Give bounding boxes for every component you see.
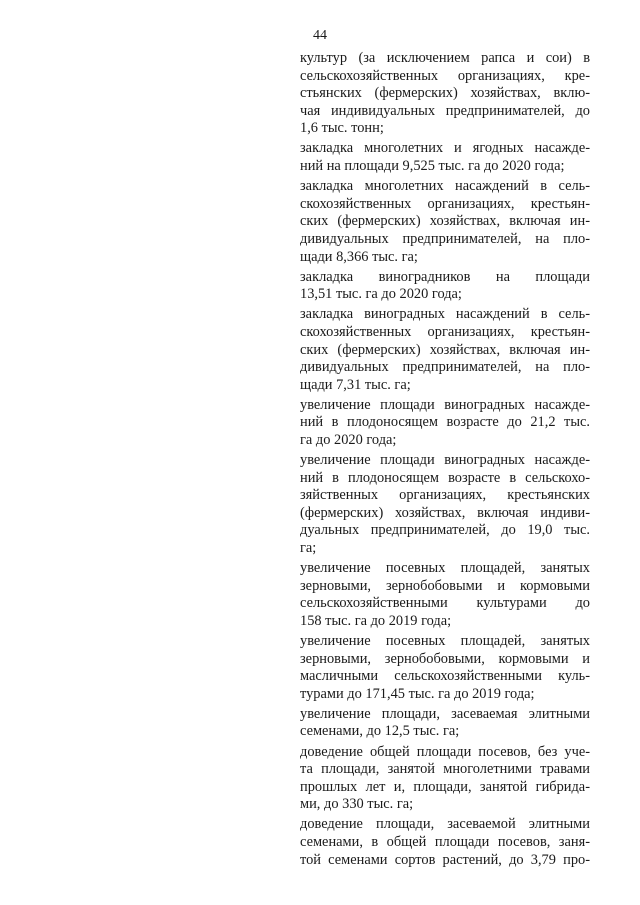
text-line: увеличение площади, засеваемая элитными — [300, 705, 590, 722]
text-line: увеличение посевных площадей, занятых — [300, 633, 590, 649]
text-line: щади 7,31 тыс. га; — [300, 376, 411, 393]
text-line: ний в плодоносящем возрасте до 21,2 тыс. — [300, 414, 590, 431]
text-line: доведение площади, засеваемой элитными — [300, 816, 590, 833]
text-line: скохозяйственных организациях, крестьян- — [300, 323, 590, 340]
text-line: сельскохозяйственными культурами до — [300, 595, 590, 612]
text-line: зяйственных организациях, крестьянских — [300, 487, 590, 504]
text-line: закладка многолетних насаждений в сель- — [300, 178, 590, 195]
text-line: 158 тыс. га до 2019 года; — [300, 612, 452, 629]
text-line: той семенами сортов растений, до 3,79 про- — [300, 851, 590, 868]
text-line: ний в плодоносящем возрасте в сельскохо- — [300, 469, 590, 486]
text-line: дивидуальных предпринимателей, на пло- — [300, 230, 590, 247]
text-line: закладка многолетних и ягодных насажде- — [300, 140, 590, 157]
text-line: ми, до 330 тыс. га; — [300, 796, 414, 813]
text-line: 13,51 тыс. га до 2020 года; — [300, 286, 462, 303]
text-line: доведение общей площади посевов, без уче- — [300, 743, 590, 760]
text-line: та площади, занятой многолетними травами — [300, 761, 590, 778]
text-line: масличными сельскохозяйственными куль- — [300, 668, 590, 685]
text-line: ских (фермерских) хозяйствах, включая ин- — [300, 341, 590, 358]
text-line: прошлых лет и, площади, занятой гибрида- — [300, 778, 590, 795]
body-text-column — [300, 50, 590, 869]
text-line: сельскохозяйственных организациях, кре- — [300, 67, 590, 84]
text-line: га; — [300, 540, 317, 557]
text-line: семенами, в общей площади посевов, заня- — [300, 834, 590, 851]
page-number: 44 — [313, 28, 327, 43]
text-line: увеличение площади виноградных насажде- — [300, 396, 590, 413]
text-line: закладка виноградных насаждений в сель- — [300, 306, 590, 323]
text-line: (фермерских) хозяйствах, включая индиви- — [300, 504, 590, 521]
text-line: турами до 171,45 тыс. га до 2019 года; — [300, 685, 535, 702]
text-line: дуальных предпринимателей, до 19,0 тыс. — [300, 522, 590, 539]
text-line: культур (за исключением рапса и сои) в — [300, 50, 590, 66]
text-line: га до 2020 года; — [300, 431, 397, 448]
text-line: щади 8,366 тыс. га; — [300, 248, 418, 265]
text-line: ний на площади 9,525 тыс. га до 2020 года; — [300, 158, 565, 175]
text-line: 1,6 тыс. тонн; — [300, 120, 384, 137]
text-line: семенами, до 12,5 тыс. га; — [300, 723, 460, 740]
text-line: зерновыми, зернобобовыми, кормовыми и — [300, 650, 590, 667]
text-line: скохозяйственных организациях, крестьян- — [300, 195, 590, 212]
text-line: увеличение площади виноградных насажде- — [300, 452, 590, 469]
text-line: закладка виноградников на площади — [300, 268, 590, 285]
text-line: увеличение посевных площадей, занятых — [300, 560, 590, 577]
text-line: зерновыми, зернобобовыми и кормовыми — [300, 577, 590, 594]
text-line: чая индивидуальных предпринимателей, до — [300, 102, 590, 119]
text-line: стьянских (фермерских) хозяйствах, вклю- — [300, 85, 590, 102]
text-line: ских (фермерских) хозяйствах, включая ин- — [300, 213, 590, 230]
text-line: дивидуальных предпринимателей, на пло- — [300, 359, 590, 376]
